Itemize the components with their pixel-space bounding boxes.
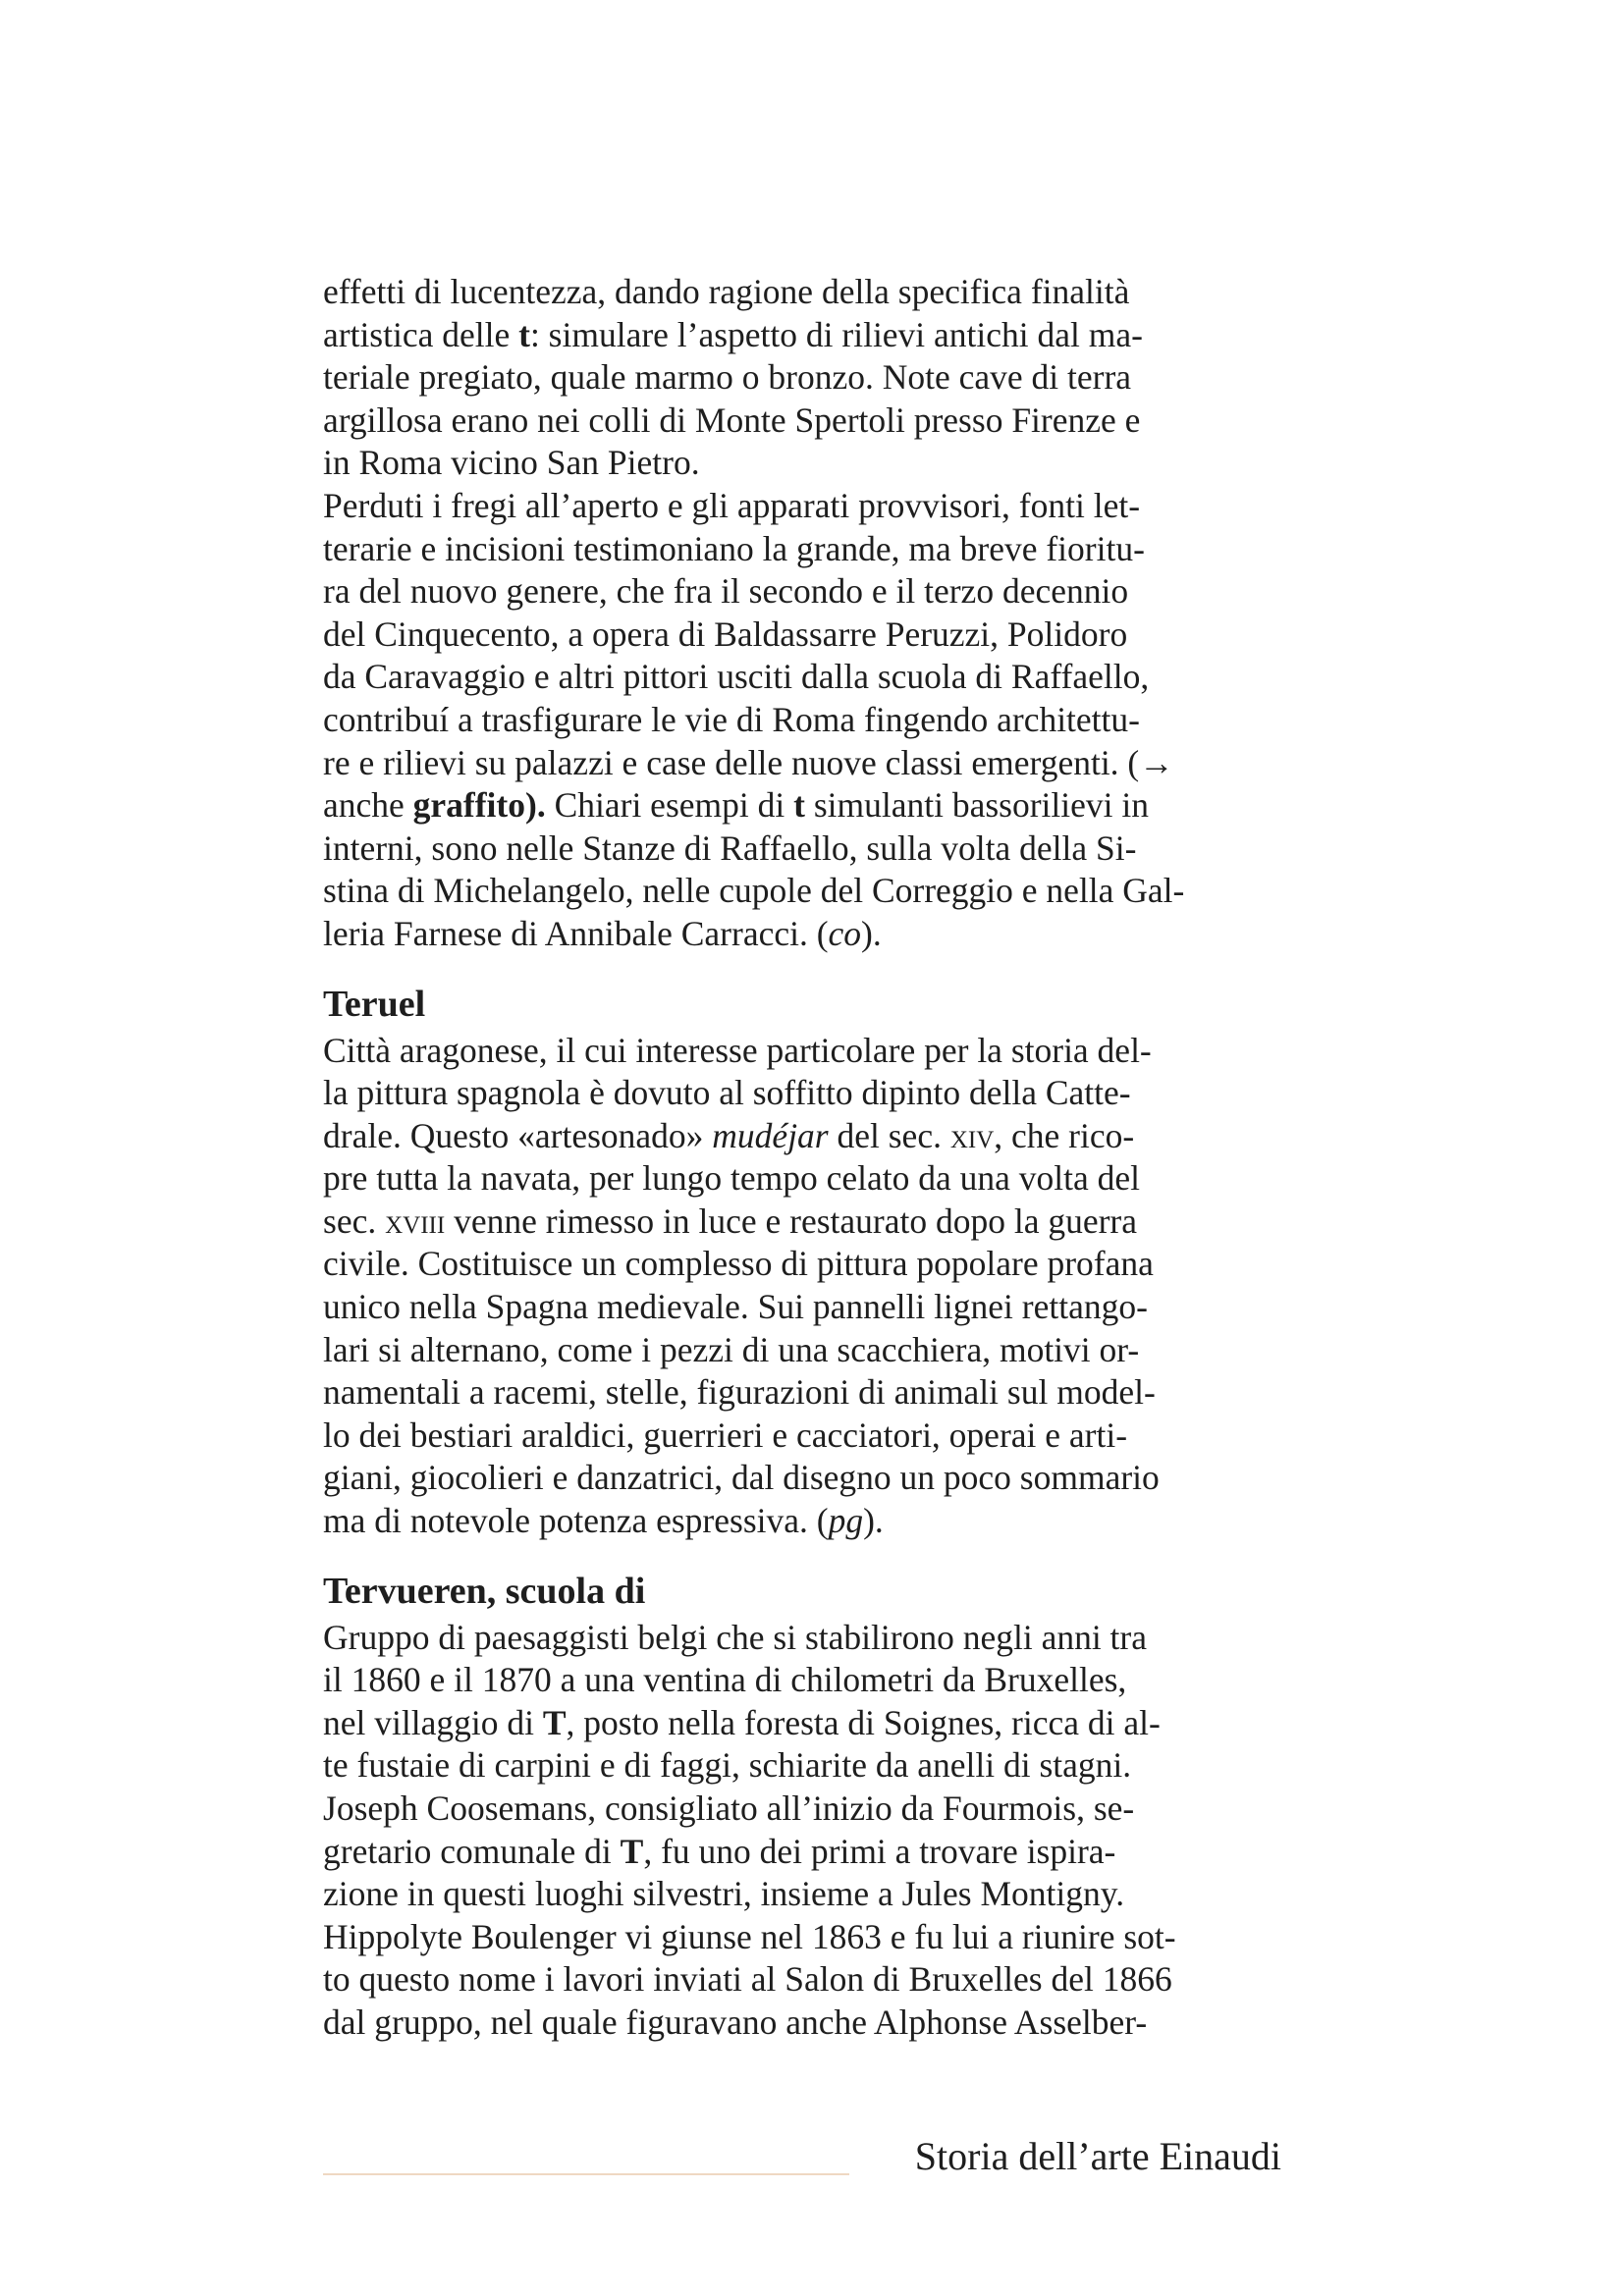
text-line	[323, 1201, 1281, 1244]
text-run: , che rico-	[994, 1115, 1135, 1155]
text-run: del sec.	[828, 1115, 950, 1155]
text-line	[323, 870, 1281, 913]
text-run: to questo nome i lavori inviati al Salon di Bruxelles del 1866	[323, 1959, 1172, 2000]
text-line	[323, 356, 1281, 400]
text-line	[323, 699, 1281, 742]
text-run: lo dei bestiari araldici, guerrieri e cacciatori, operai e arti-	[323, 1415, 1128, 1455]
text-run: civile. Costituisce un complesso di pittura popolare profana	[323, 1244, 1154, 1284]
body-paragraph	[323, 1030, 1281, 1543]
text-run: ma di notevole potenza espressiva. (	[323, 1501, 829, 1541]
text-run: il 1860 e il 1870 a una ventina di chilometri da Bruxelles,	[323, 1660, 1127, 1700]
text-run: lari si alternano, come i pezzi di una scacchiera, motivi or-	[323, 1329, 1140, 1369]
bold-reference: t	[793, 785, 805, 826]
text-line	[323, 1916, 1281, 1959]
text-run: , posto nella foresta di Soignes, ricca di al-	[566, 1702, 1161, 1742]
body-paragraph	[323, 485, 1281, 956]
text-line	[323, 2002, 1281, 2045]
entry-heading: Tervueren, scuola di	[323, 1570, 646, 1612]
text-line	[323, 1958, 1281, 2002]
bold-reference: graffito).	[412, 785, 546, 826]
text-line	[323, 1617, 1281, 1660]
text-run: drale. Questo «artesonado»	[323, 1115, 713, 1155]
text-line	[323, 271, 1281, 314]
body-paragraph	[323, 1617, 1281, 2045]
text-line	[323, 1371, 1281, 1415]
text-run: leria Farnese di Annibale Carracci. (	[323, 913, 829, 953]
text-line	[323, 1457, 1281, 1500]
italic-term: pg	[828, 1501, 864, 1541]
text-run: re e rilievi su palazzi e case delle nuove classi emergenti. (→	[323, 742, 1174, 782]
text-line	[323, 1788, 1281, 1831]
text-run: effetti di lucentezza, dando ragione della specifica finalità	[323, 272, 1130, 311]
text-run: ).	[863, 1501, 884, 1541]
text-run: ra del nuovo genere, che fra il secondo e il terzo decennio	[323, 571, 1129, 612]
text-run: : simulare l’aspetto di rilievi antichi dal ma-	[529, 314, 1143, 354]
text-line	[323, 1500, 1281, 1543]
text-line	[323, 1873, 1281, 1916]
text-line	[323, 570, 1281, 614]
text-run: Joseph Coosemans, consigliato all’inizio da Fourmois, se-	[323, 1789, 1135, 1828]
text-run: da Caravaggio e altri pittori usciti dalla scuola di Raffaello,	[323, 657, 1150, 697]
text-line	[323, 1243, 1281, 1286]
text-run: del Cinquecento, a opera di Baldassarre Peruzzi, Polidoro	[323, 614, 1128, 654]
text-run: te fustaie di carpini e di faggi, schiarite da anelli di stagni.	[323, 1745, 1132, 1786]
text-run: giani, giocolieri e danzatrici, dal disegno un poco sommario	[323, 1458, 1160, 1498]
text-run: sec.	[323, 1201, 386, 1241]
text-run: namentali a racemi, stelle, figurazioni di animali sul model-	[323, 1372, 1156, 1413]
small-caps-numeral: xviii	[385, 1201, 446, 1241]
text-line	[323, 442, 1281, 485]
text-run: ).	[861, 913, 882, 953]
text-run: gretario comunale di	[323, 1831, 621, 1871]
italic-term: mudéjar	[712, 1115, 829, 1155]
text-line	[323, 1744, 1281, 1788]
text-line	[323, 1831, 1281, 1874]
text-run: pre tutta la navata, per lungo tempo celato da una volta del	[323, 1158, 1140, 1199]
text-line	[323, 1157, 1281, 1201]
text-run: unico nella Spagna medievale. Sui pannelli lignei rettango-	[323, 1287, 1148, 1327]
italic-term: co	[828, 913, 862, 953]
text-run: artistica delle	[323, 314, 519, 354]
bold-reference: t	[518, 314, 530, 354]
text-line	[323, 1329, 1281, 1372]
text-line	[323, 1659, 1281, 1702]
text-line	[323, 1702, 1281, 1745]
text-line	[323, 1030, 1281, 1073]
text-run: , fu uno dei primi a trovare ispira-	[643, 1831, 1116, 1871]
text-run: interni, sono nelle Stanze di Raffaello, sulla volta della Si-	[323, 828, 1137, 868]
text-line	[323, 656, 1281, 699]
text-line	[323, 485, 1281, 528]
entry-heading: Teruel	[323, 983, 426, 1025]
text-line	[323, 1072, 1281, 1115]
text-run: Perduti i fregi all’aperto e gli apparati provvisori, fonti let-	[323, 485, 1141, 525]
text-line	[323, 1415, 1281, 1458]
text-run: Hippolyte Boulenger vi giunse nel 1863 e fu lui a riunire sot-	[323, 1916, 1176, 1956]
text-run: Chiari esempi di	[545, 785, 794, 826]
bold-reference: T	[542, 1702, 567, 1742]
small-caps-numeral: xiv	[949, 1115, 995, 1155]
text-line	[323, 614, 1281, 657]
text-run: la pittura spagnola è dovuto al soffitto dipinto della Catte-	[323, 1073, 1131, 1113]
text-run: dal gruppo, nel quale figuravano anche Alphonse Asselber-	[323, 2002, 1148, 2042]
text-line	[323, 1286, 1281, 1329]
text-run: anche	[323, 785, 413, 826]
text-run: venne rimesso in luce e restaurato dopo la guerra	[445, 1201, 1137, 1241]
text-run: argillosa erano nei colli di Monte Spertoli presso Firenze e	[323, 400, 1141, 440]
bold-reference: T	[620, 1831, 644, 1871]
text-line	[323, 828, 1281, 871]
text-line	[323, 528, 1281, 571]
text-run: zione in questi luoghi silvestri, insieme a Jules Montigny.	[323, 1874, 1125, 1914]
text-line	[323, 742, 1281, 785]
body-paragraph	[323, 271, 1281, 485]
text-line	[323, 314, 1281, 357]
text-line	[323, 1115, 1281, 1158]
text-run: nel villaggio di	[323, 1702, 543, 1742]
text-line	[323, 400, 1281, 443]
text-line	[323, 784, 1281, 828]
footer-rule	[323, 2173, 849, 2175]
page-footer	[323, 2125, 1281, 2188]
page-text-column	[323, 271, 1281, 2045]
text-run: contribuí a trasfigurare le vie di Roma fingendo architettu-	[323, 699, 1140, 739]
text-run: terarie e incisioni testimoniano la grande, ma breve fioritu-	[323, 528, 1145, 568]
text-run: stina di Michelangelo, nelle cupole del Correggio e nella Gal-	[323, 871, 1185, 911]
footer-title: Storia dell’arte Einaudi	[914, 2134, 1281, 2178]
text-run: in Roma vicino San Pietro.	[323, 443, 700, 483]
text-run: simulanti bassorilievi in	[804, 785, 1149, 826]
text-run: Città aragonese, il cui interesse particolare per la storia del-	[323, 1030, 1152, 1070]
text-run: Gruppo di paesaggisti belgi che si stabilirono negli anni tra	[323, 1617, 1147, 1657]
text-run: teriale pregiato, quale marmo o bronzo. Note cave di terra	[323, 357, 1132, 398]
text-line	[323, 913, 1281, 956]
